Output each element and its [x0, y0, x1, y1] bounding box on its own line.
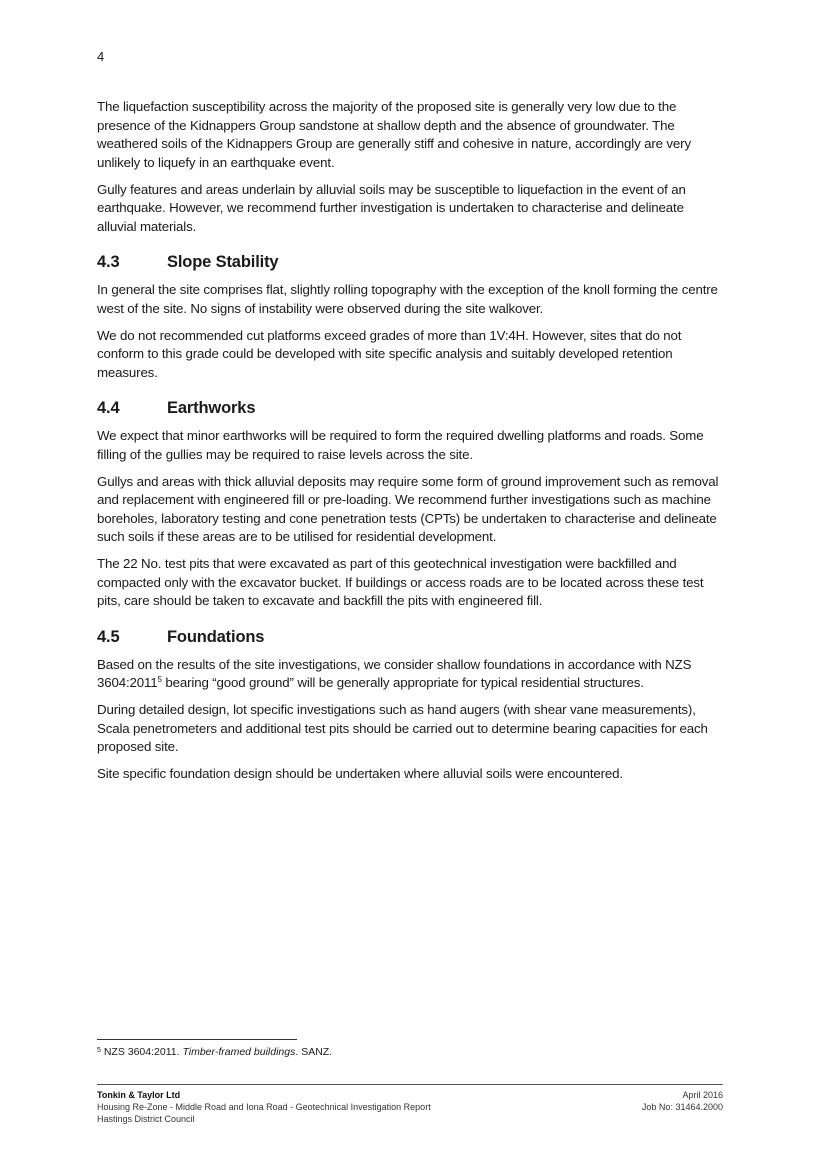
- footer-date: April 2016: [682, 1090, 723, 1100]
- paragraph: Gullys and areas with thick alluvial deposits may require some form of ground improvement such as removal and replacement with engineered fill or pre-loading. We recommend further investigations such as machine boreholes, laboratory testing and cone penetration tests (CPTs) be undertaken to characterise and delineate such soils if these areas are to be utilised for residential development.: [97, 473, 719, 544]
- paragraph: The liquefaction susceptibility across the majority of the proposed site is generally very low due to the presence of the Kidnappers Group sandstone at shallow depth and the absence of groundwater. The weathered soils of the Kidnappers Group are generally stiff and cohesive in nature, accordingly are very unlikely to liquefy in an earthquake event.: [97, 99, 691, 170]
- paragraph: Gully features and areas underlain by alluvial soils may be susceptible to liquefaction in the event of an earthquake. However, we recommend further investigation is undertaken to characterise and delineate alluvial materials.: [97, 181, 686, 234]
- paragraph: Based on the results of the site investigations, we consider shallow foundations in accordance with NZS 3604:2011$^5$ bearing “good ground” will be generally appropriate for typical residential structures.: [97, 656, 692, 690]
- section-number: 4.5: [97, 627, 120, 646]
- paragraph: During detailed design, lot specific investigations such as hand augers (with shear vane measurements), Scala penetrometers and additional test pits should be carried out to determine bearing capacities for each proposed site.: [97, 702, 708, 754]
- paragraph: In general the site comprises flat, slightly rolling topography with the exception of the knoll forming the centre west of the site. No signs of instability were observed during the site walkover.: [97, 282, 718, 316]
- footnote-separator: [97, 1039, 297, 1040]
- document-body: [97, 98, 723, 792]
- footer-job-number: Job No: 31464.2000: [641, 1102, 723, 1112]
- paragraph: Site specific foundation design should be undertaken where alluvial soils were encountered.: [97, 766, 623, 781]
- footer-client: Hastings District Council: [97, 1114, 195, 1124]
- section-heading-earthworks: [97, 398, 723, 418]
- section-title: Slope Stability: [167, 253, 279, 271]
- footer-report-title: Housing Re-Zone - Middle Road and Iona Road - Geotechnical Investigation Report: [97, 1102, 431, 1112]
- footer-separator: [97, 1084, 723, 1085]
- section-heading-slope-stability: [97, 252, 723, 272]
- section-number: 4.4: [97, 399, 120, 417]
- section-title: Foundations: [167, 627, 265, 646]
- paragraph: We do not recommended cut platforms exceed grades of more than 1V:4H. However, sites that do not conform to this grade could be developed with site specific analysis and suitably developed retention measures.: [97, 327, 682, 380]
- footer-company: Tonkin & Taylor Ltd: [97, 1090, 181, 1100]
- document-page: [97, 0, 723, 1162]
- section-heading-foundations: [97, 627, 723, 647]
- paragraph: We expect that minor earthworks will be required to form the required dwelling platforms and roads. Some filling of the gullies may be required to raise levels across the site.: [97, 428, 704, 462]
- section-number: 4.3: [97, 253, 120, 271]
- section-title: Earthworks: [167, 399, 256, 417]
- page-number: 4: [97, 49, 105, 64]
- footnote: $^5$ NZS 3604:2011. Timber-framed buildings. SANZ.: [97, 1046, 333, 1058]
- footnote-marker: 5: [97, 1047, 101, 1054]
- footnote-title: Timber-framed buildings: [182, 1046, 296, 1058]
- paragraph: The 22 No. test pits that were excavated as part of this geotechnical investigation were backfilled and compacted only with the excavator bucket. If buildings or access roads are to be located across these test pits, care should be taken to excavate and backfill the pits with engineered fill.: [97, 556, 704, 608]
- footnote-reference[interactable]: 5: [157, 675, 162, 684]
